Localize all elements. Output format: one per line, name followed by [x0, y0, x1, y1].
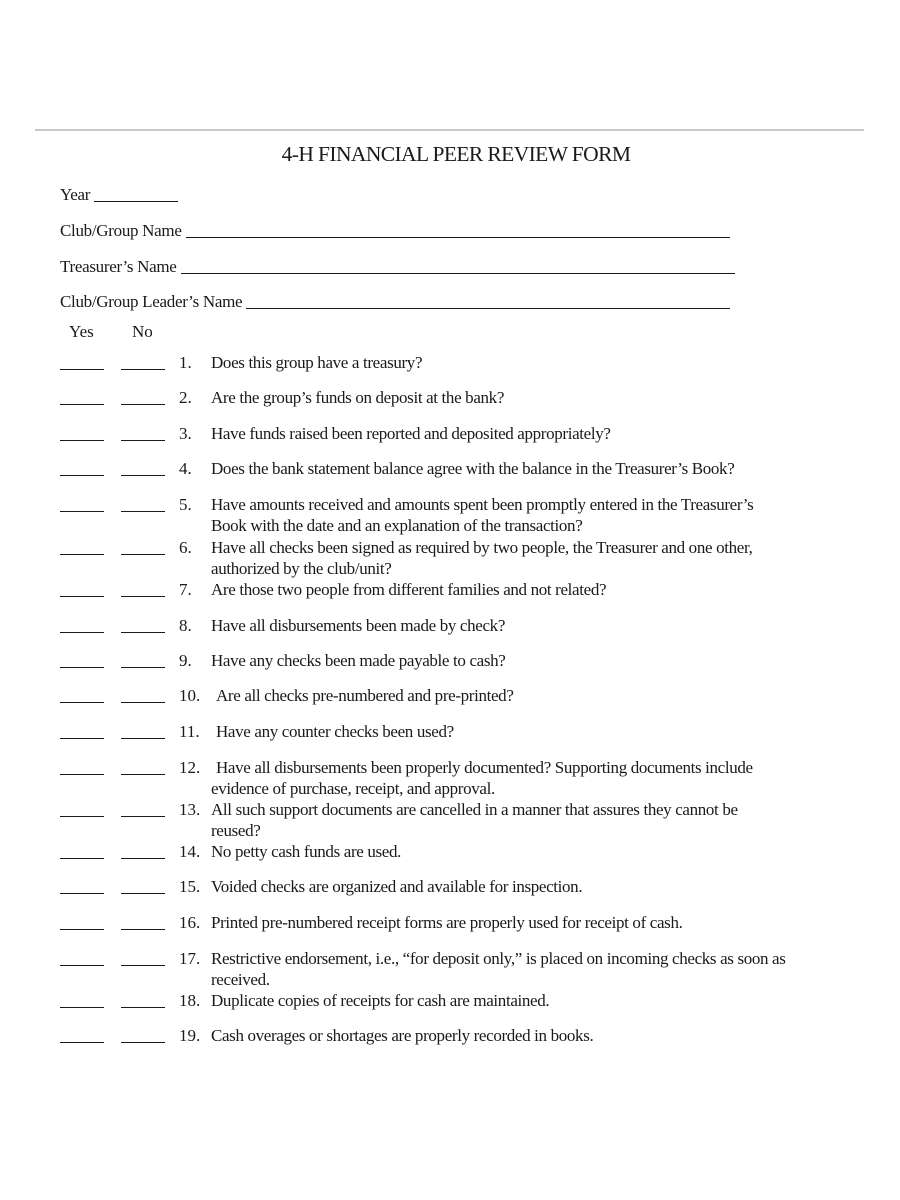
question-row	[0, 495, 900, 535]
question-number: 14.	[179, 842, 201, 861]
no-answer-line[interactable]	[121, 511, 165, 512]
question-number: 9.	[179, 651, 192, 670]
question-row	[0, 538, 900, 578]
question-row	[0, 686, 900, 708]
no-answer-line[interactable]	[121, 858, 165, 859]
question-number: 5.	[179, 495, 192, 514]
year-label: Year	[60, 185, 91, 204]
club-group-name-input-line[interactable]	[186, 223, 730, 238]
question-number: 11.	[179, 722, 200, 741]
no-answer-line[interactable]	[121, 632, 165, 633]
treasurers-name-label: Treasurer’s Name	[60, 257, 177, 276]
question-row	[0, 459, 900, 481]
question-text	[211, 353, 861, 374]
question-line-1: Are the group’s funds on deposit at the bank?	[211, 388, 505, 407]
question-text	[211, 538, 861, 579]
yes-answer-line[interactable]	[60, 816, 104, 817]
question-number: 4.	[179, 459, 192, 478]
leaders-name-label: Club/Group Leader’s Name	[60, 292, 243, 311]
year-input-line[interactable]	[94, 187, 178, 202]
question-number: 12.	[179, 758, 201, 777]
no-answer-line[interactable]	[121, 369, 165, 370]
question-line-1: Duplicate copies of receipts for cash are maintained.	[211, 991, 550, 1010]
question-line-1: Restrictive endorsement, i.e., “for deposit only,” is placed on incoming checks as soon as	[211, 949, 786, 968]
question-text	[211, 991, 861, 1012]
no-column-header: No	[132, 322, 153, 341]
no-answer-line[interactable]	[121, 440, 165, 441]
no-answer-line[interactable]	[121, 929, 165, 930]
no-answer-line[interactable]	[121, 667, 165, 668]
question-row	[0, 991, 900, 1013]
club-group-name-field	[60, 221, 730, 241]
no-answer-line[interactable]	[121, 738, 165, 739]
question-text	[211, 949, 861, 990]
no-answer-line[interactable]	[121, 702, 165, 703]
question-line-1: Printed pre-numbered receipt forms are properly used for receipt of cash.	[211, 913, 683, 932]
yes-answer-line[interactable]	[60, 858, 104, 859]
no-answer-line[interactable]	[121, 893, 165, 894]
question-line-2: evidence of purchase, receipt, and approval.	[211, 778, 495, 798]
question-text	[211, 1026, 861, 1047]
leaders-name-field	[60, 292, 730, 312]
question-row	[0, 651, 900, 673]
treasurers-name-input-line[interactable]	[181, 259, 735, 274]
question-text	[211, 913, 861, 934]
yes-answer-line[interactable]	[60, 632, 104, 633]
question-text	[211, 800, 861, 841]
question-line-2: authorized by the club/unit?	[211, 558, 392, 578]
top-divider	[35, 129, 864, 131]
yes-answer-line[interactable]	[60, 1007, 104, 1008]
question-row	[0, 353, 900, 375]
question-number: 13.	[179, 800, 201, 819]
no-answer-line[interactable]	[121, 816, 165, 817]
question-text	[211, 580, 861, 601]
yes-answer-line[interactable]	[60, 404, 104, 405]
question-row	[0, 1026, 900, 1048]
club-group-name-label: Club/Group Name	[60, 221, 182, 240]
yes-answer-line[interactable]	[60, 554, 104, 555]
form-title: 4-H FINANCIAL PEER REVIEW FORM	[281, 142, 631, 166]
question-row	[0, 758, 900, 798]
treasurers-name-field	[60, 257, 735, 277]
question-line-1: Cash overages or shortages are properly recorded in books.	[211, 1026, 594, 1045]
question-text	[211, 424, 861, 445]
question-text	[216, 686, 866, 707]
question-number: 2.	[179, 388, 192, 407]
yes-answer-line[interactable]	[60, 774, 104, 775]
yes-answer-line[interactable]	[60, 929, 104, 930]
yes-answer-line[interactable]	[60, 440, 104, 441]
question-line-1: Have all checks been signed as required by two people, the Treasurer and one other,	[211, 538, 753, 557]
yes-answer-line[interactable]	[60, 475, 104, 476]
question-row	[0, 913, 900, 935]
question-line-2: Book with the date and an explanation of the transaction?	[211, 515, 583, 535]
question-number: 3.	[179, 424, 192, 443]
question-line-1: No petty cash funds are used.	[211, 842, 402, 861]
question-line-1: Are all checks pre-numbered and pre-printed?	[216, 686, 514, 705]
question-row	[0, 949, 900, 989]
yes-answer-line[interactable]	[60, 1042, 104, 1043]
no-answer-line[interactable]	[121, 596, 165, 597]
question-text	[211, 651, 861, 672]
no-answer-line[interactable]	[121, 965, 165, 966]
question-row	[0, 877, 900, 899]
question-number: 18.	[179, 991, 201, 1010]
question-row	[0, 388, 900, 410]
question-row	[0, 616, 900, 638]
no-answer-line[interactable]	[121, 404, 165, 405]
question-text	[211, 459, 861, 480]
question-row	[0, 722, 900, 744]
yes-answer-line[interactable]	[60, 965, 104, 966]
no-answer-line[interactable]	[121, 475, 165, 476]
question-row	[0, 842, 900, 864]
question-line-1: Have any counter checks been used?	[216, 722, 454, 741]
question-number: 1.	[179, 353, 192, 372]
question-number: 6.	[179, 538, 192, 557]
yes-answer-line[interactable]	[60, 596, 104, 597]
question-text	[211, 495, 861, 536]
question-line-2: reused?	[211, 820, 261, 840]
question-number: 8.	[179, 616, 192, 635]
question-line-1: Have any checks been made payable to cash?	[211, 651, 506, 670]
year-field	[60, 185, 178, 205]
yes-column-header: Yes	[69, 322, 94, 341]
question-line-1: All such support documents are cancelled in a manner that assures they cannot be	[211, 800, 738, 819]
yes-answer-line[interactable]	[60, 738, 104, 739]
no-answer-line[interactable]	[121, 554, 165, 555]
question-text	[211, 842, 861, 863]
question-number: 15.	[179, 877, 201, 896]
question-row	[0, 800, 900, 840]
question-row	[0, 424, 900, 446]
no-answer-line[interactable]	[121, 1007, 165, 1008]
question-line-1: Are those two people from different families and not related?	[211, 580, 607, 599]
question-number: 16.	[179, 913, 201, 932]
yes-answer-line[interactable]	[60, 369, 104, 370]
question-row	[0, 580, 900, 602]
question-line-1: Have all disbursements been properly documented? Supporting documents include	[216, 758, 753, 777]
question-text	[211, 616, 861, 637]
question-number: 10.	[179, 686, 201, 705]
question-line-1: Voided checks are organized and available for inspection.	[211, 877, 583, 896]
question-line-1: Have all disbursements been made by check?	[211, 616, 506, 635]
yes-answer-line[interactable]	[60, 893, 104, 894]
question-line-1: Have amounts received and amounts spent been promptly entered in the Treasurer’s	[211, 495, 754, 514]
question-text	[211, 877, 861, 898]
question-line-2: received.	[211, 969, 270, 989]
question-text	[211, 388, 861, 409]
no-answer-line[interactable]	[121, 774, 165, 775]
question-number: 7.	[179, 580, 192, 599]
yes-answer-line[interactable]	[60, 511, 104, 512]
question-text	[216, 722, 866, 743]
question-line-1: Does the bank statement balance agree with the balance in the Treasurer’s Book?	[211, 459, 735, 478]
no-answer-line[interactable]	[121, 1042, 165, 1043]
question-line-1: Have funds raised been reported and deposited appropriately?	[211, 424, 611, 443]
question-text	[211, 758, 866, 799]
yes-answer-line[interactable]	[60, 667, 104, 668]
question-number: 17.	[179, 949, 201, 968]
question-line-1: Does this group have a treasury?	[211, 353, 423, 372]
leaders-name-input-line[interactable]	[246, 294, 730, 309]
question-number: 19.	[179, 1026, 201, 1045]
yes-answer-line[interactable]	[60, 702, 104, 703]
